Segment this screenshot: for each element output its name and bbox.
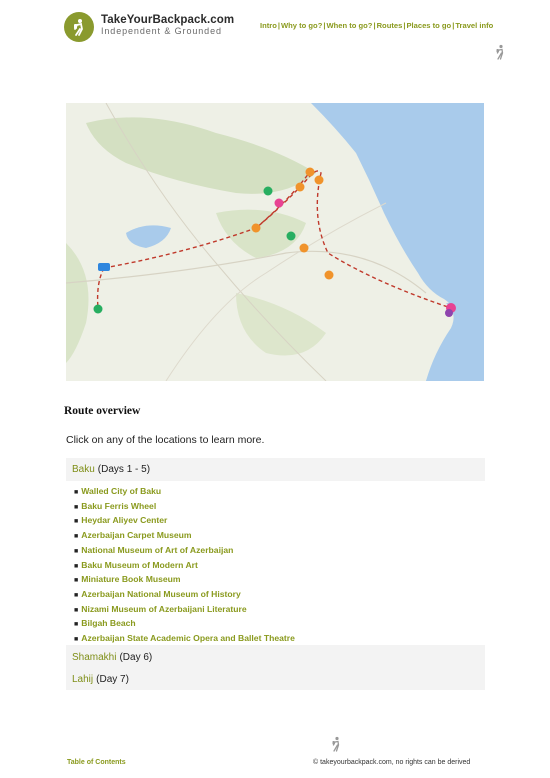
map-marker[interactable] xyxy=(264,187,273,196)
section-place-name[interactable]: Baku xyxy=(72,464,95,475)
bullet-icon: ■ xyxy=(74,606,79,614)
location-link[interactable]: Azerbaijan National Museum of History xyxy=(81,588,241,599)
nav-why-to-go[interactable]: Why to go? xyxy=(281,21,323,30)
bullet-icon: ■ xyxy=(74,503,79,511)
list-item xyxy=(74,573,295,588)
nav-separator: | xyxy=(323,21,326,30)
map-marker[interactable] xyxy=(98,263,110,271)
bullet-icon: ■ xyxy=(74,591,79,599)
location-link[interactable]: Nizami Museum of Azerbaijani Literature xyxy=(81,603,247,614)
bullet-icon: ■ xyxy=(74,621,79,629)
page-header xyxy=(0,0,550,60)
bullet-icon: ■ xyxy=(74,489,79,496)
location-link[interactable]: Miniature Book Museum xyxy=(81,574,181,585)
section-shamakhi[interactable] xyxy=(66,645,485,669)
list-item xyxy=(74,617,295,632)
bullet-icon: ■ xyxy=(74,577,79,585)
map-marker[interactable] xyxy=(94,305,103,314)
location-link[interactable]: Baku Ferris Wheel xyxy=(81,500,157,511)
section-lahij[interactable] xyxy=(66,669,485,690)
list-item xyxy=(74,559,295,574)
section-days: (Day 6) xyxy=(119,651,153,663)
map-marker[interactable] xyxy=(306,168,315,177)
bullet-icon: ■ xyxy=(74,547,79,555)
bullet-icon: ■ xyxy=(74,533,79,541)
location-link[interactable]: Heydar Aliyev Center xyxy=(81,515,168,526)
map-marker[interactable] xyxy=(315,176,324,185)
section-days: (Days 1 - 5) xyxy=(97,464,151,475)
section-place-name[interactable]: Shamakhi xyxy=(72,651,117,663)
list-item xyxy=(74,514,295,529)
nav-when-to-go[interactable]: When to go? xyxy=(326,21,373,30)
map-marker[interactable] xyxy=(252,224,261,233)
list-item xyxy=(74,544,295,559)
hiker-logo-icon xyxy=(69,17,89,37)
map-marker[interactable] xyxy=(325,271,334,280)
location-link[interactable]: Baku Museum of Modern Art xyxy=(81,559,198,570)
map-marker[interactable] xyxy=(445,309,453,317)
nav-separator: | xyxy=(277,21,280,30)
section-place-name[interactable]: Lahij xyxy=(72,674,94,685)
nav-separator: | xyxy=(452,21,455,30)
nav-routes[interactable]: Routes xyxy=(376,21,403,30)
route-map[interactable] xyxy=(66,103,484,381)
location-link[interactable]: Azerbaijan State Academic Opera and Ballet Theatre xyxy=(81,633,295,644)
hiker-icon xyxy=(494,44,506,60)
map-marker[interactable] xyxy=(275,199,284,208)
map-marker[interactable] xyxy=(300,244,309,253)
location-link[interactable]: Walled City of Baku xyxy=(81,486,162,496)
brand-subtitle: Independent & Grounded xyxy=(101,26,222,36)
route-intro-text: Click on any of the locations to learn more. xyxy=(66,434,265,446)
list-item xyxy=(74,485,295,500)
table-of-contents-link[interactable]: Table of Contents xyxy=(67,759,126,766)
nav-intro[interactable]: Intro xyxy=(260,21,277,30)
logo[interactable] xyxy=(64,12,94,42)
location-link[interactable]: Bilgah Beach xyxy=(81,618,136,629)
section-baku[interactable] xyxy=(66,458,485,481)
map-canvas[interactable] xyxy=(66,103,484,381)
hiker-icon xyxy=(330,736,342,752)
map-marker[interactable] xyxy=(296,183,305,192)
section-days: (Day 7) xyxy=(96,674,129,685)
baku-locations-list xyxy=(74,485,295,647)
nav-separator: | xyxy=(403,21,406,30)
brand-title[interactable]: TakeYourBackpack.com xyxy=(101,14,235,26)
bullet-icon: ■ xyxy=(74,518,79,526)
route-overview-heading: Route overview xyxy=(64,405,141,417)
footer-copyright: © takeyourbackpack.com, no rights can be derived xyxy=(313,759,471,766)
nav-travel-info[interactable]: Travel info xyxy=(455,21,494,30)
map-marker[interactable] xyxy=(287,232,296,241)
location-link[interactable]: Azerbaijan Carpet Museum xyxy=(81,530,192,541)
list-item xyxy=(74,603,295,618)
bullet-icon: ■ xyxy=(74,636,79,644)
list-item xyxy=(74,529,295,544)
top-navigation xyxy=(260,21,493,30)
list-item xyxy=(74,500,295,515)
bullet-icon: ■ xyxy=(74,562,79,570)
location-link[interactable]: National Museum of Art of Azerbaijan xyxy=(81,544,234,555)
nav-places-to-go[interactable]: Places to go xyxy=(406,21,452,30)
list-item xyxy=(74,588,295,603)
nav-separator: | xyxy=(373,21,376,30)
